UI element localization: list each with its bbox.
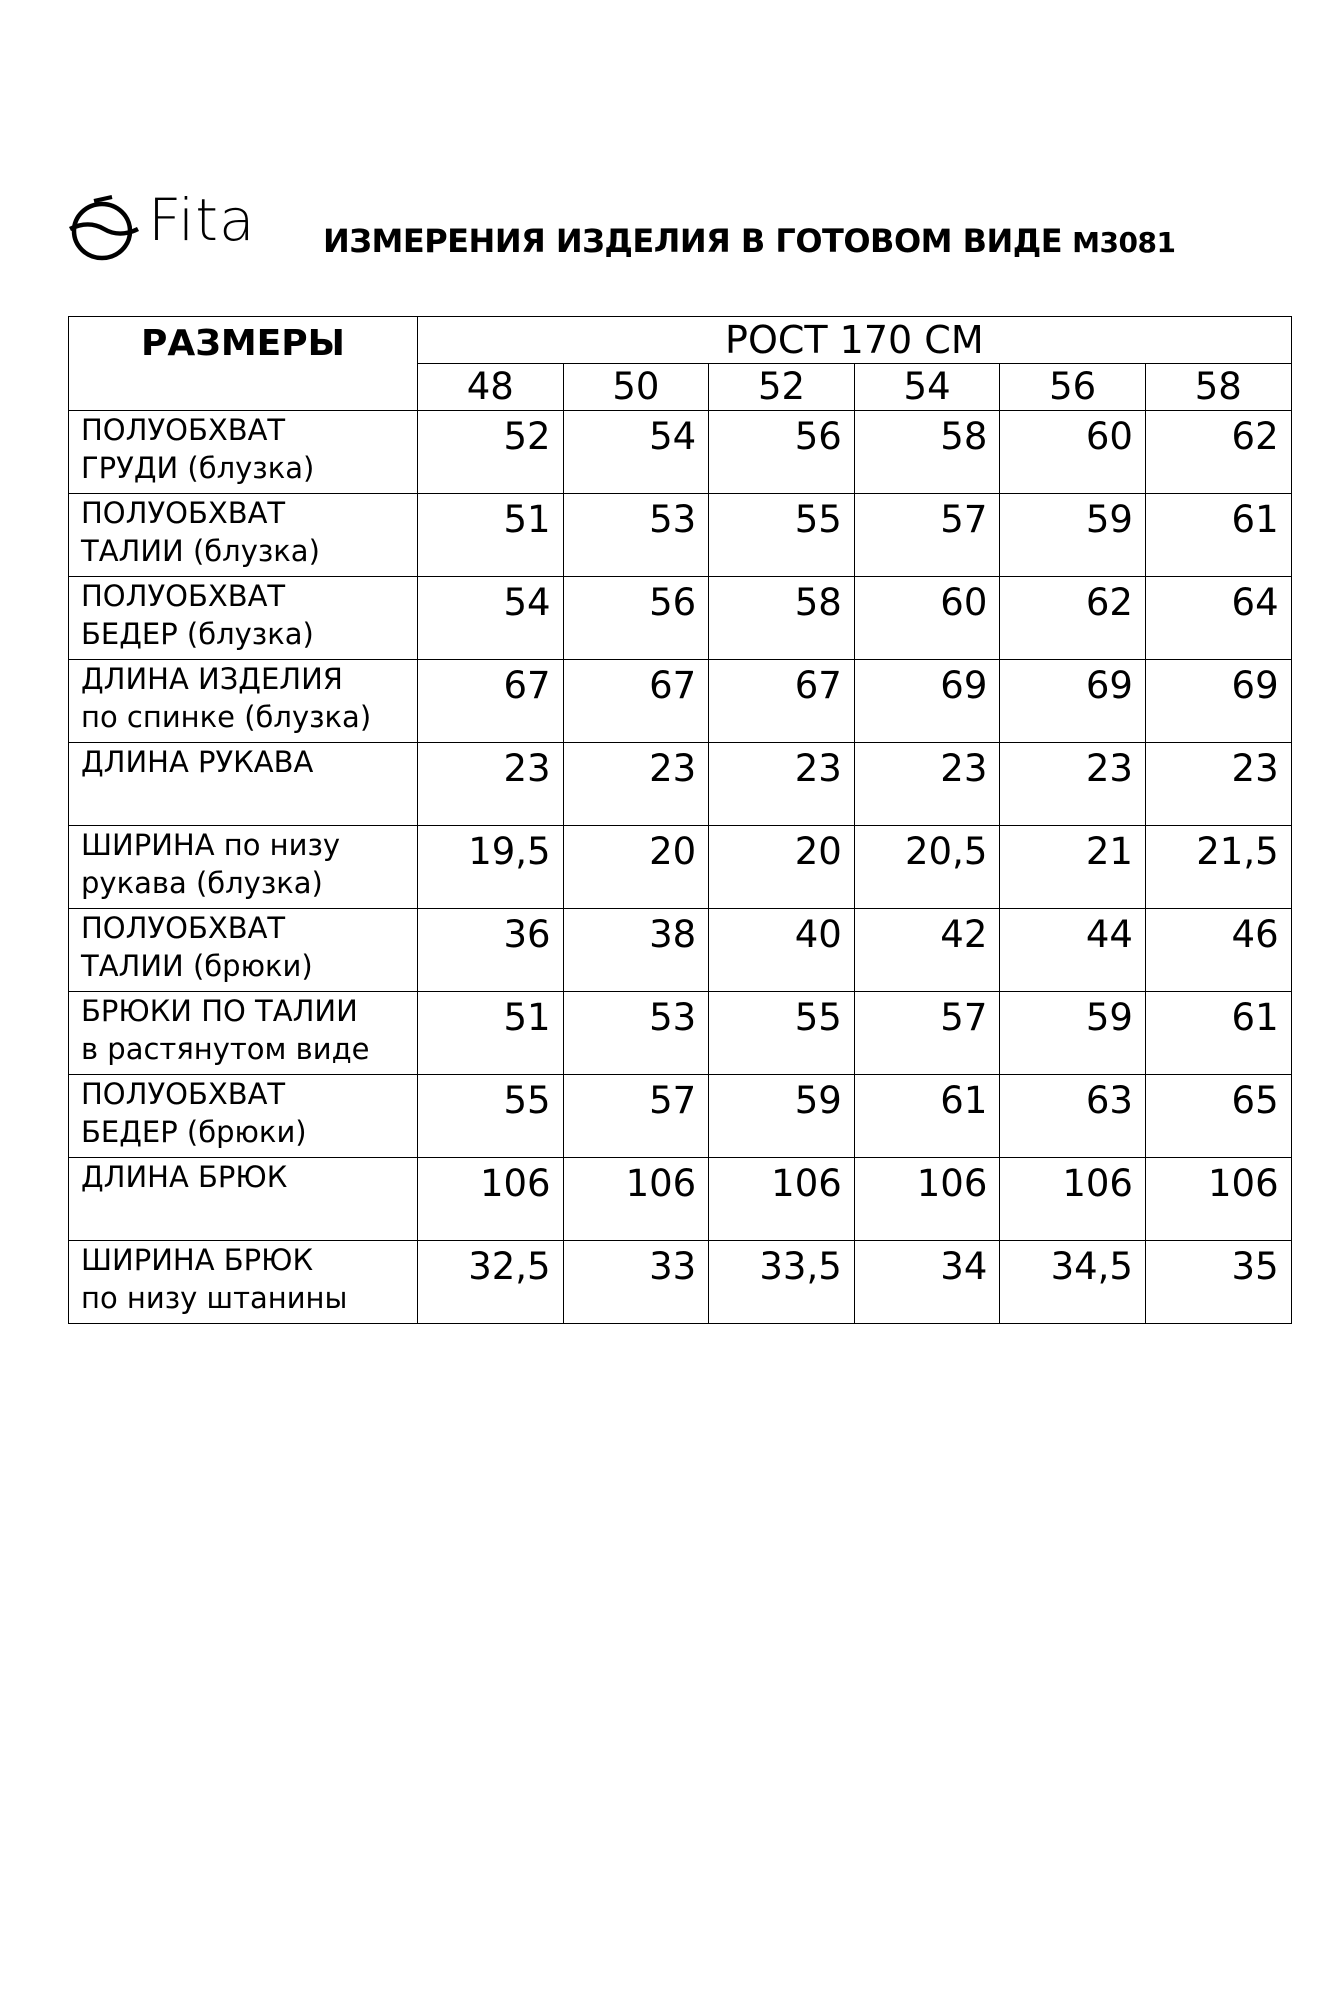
measurement-cell: 21,5 bbox=[1145, 826, 1291, 909]
row-label bbox=[69, 411, 418, 494]
row-label-line: ГРУДИ (блузка) bbox=[81, 451, 315, 485]
row-label-line: ТАЛИИ (брюки) bbox=[81, 949, 313, 983]
row-label bbox=[69, 1158, 418, 1241]
measurement-cell: 62 bbox=[1145, 411, 1291, 494]
row-label-line: БРЮКИ ПО ТАЛИИ bbox=[81, 994, 358, 1028]
measurement-cell: 32,5 bbox=[418, 1241, 564, 1324]
row-label-line: ДЛИНА РУКАВА bbox=[81, 745, 314, 779]
row-label bbox=[69, 1241, 418, 1324]
measurement-cell: 23 bbox=[709, 743, 855, 826]
measurement-cell: 55 bbox=[418, 1075, 564, 1158]
measurement-cell: 69 bbox=[1145, 660, 1291, 743]
row-label-line: ДЛИНА ИЗДЕЛИЯ bbox=[81, 662, 343, 696]
measurement-cell: 106 bbox=[1000, 1158, 1146, 1241]
table-row bbox=[69, 1075, 1292, 1158]
measurement-cell: 106 bbox=[709, 1158, 855, 1241]
measurement-cell: 58 bbox=[854, 411, 1000, 494]
measurement-cell: 20,5 bbox=[854, 826, 1000, 909]
row-label-line: ПОЛУОБХВАТ bbox=[81, 413, 286, 447]
measurement-cell: 19,5 bbox=[418, 826, 564, 909]
row-label bbox=[69, 743, 418, 826]
table-row bbox=[69, 909, 1292, 992]
table-row bbox=[69, 1241, 1292, 1324]
measurement-cell: 60 bbox=[1000, 411, 1146, 494]
measurement-cell: 67 bbox=[563, 660, 709, 743]
size-header-58: 58 bbox=[1145, 364, 1291, 411]
height-header: РОСТ 170 СМ bbox=[418, 317, 1292, 364]
measurement-cell: 106 bbox=[1145, 1158, 1291, 1241]
row-label-line: ШИРИНА по низу bbox=[81, 828, 341, 862]
measurement-cell: 65 bbox=[1145, 1075, 1291, 1158]
row-label-line: ПОЛУОБХВАТ bbox=[81, 579, 286, 613]
measurement-cell: 106 bbox=[418, 1158, 564, 1241]
size-header-56: 56 bbox=[1000, 364, 1146, 411]
measurement-cell: 61 bbox=[1145, 992, 1291, 1075]
fita-logo-icon bbox=[68, 195, 144, 261]
table-row bbox=[69, 1158, 1292, 1241]
measurement-cell: 55 bbox=[709, 992, 855, 1075]
table-row bbox=[69, 992, 1292, 1075]
row-label bbox=[69, 660, 418, 743]
row-label-line: в растянутом виде bbox=[81, 1032, 370, 1066]
measurement-cell: 56 bbox=[709, 411, 855, 494]
measurement-cell: 61 bbox=[1145, 494, 1291, 577]
title-text: ИЗМЕРЕНИЯ ИЗДЕЛИЯ В ГОТОВОМ ВИДЕ bbox=[323, 222, 1063, 260]
table-row bbox=[69, 411, 1292, 494]
measurement-cell: 62 bbox=[1000, 577, 1146, 660]
row-label-line: ПОЛУОБХВАТ bbox=[81, 496, 286, 530]
table-row bbox=[69, 494, 1292, 577]
measurement-cell: 67 bbox=[418, 660, 564, 743]
size-header-54: 54 bbox=[854, 364, 1000, 411]
measurement-cell: 59 bbox=[709, 1075, 855, 1158]
row-label-line: рукава (блузка) bbox=[81, 866, 323, 900]
measurement-cell: 57 bbox=[854, 494, 1000, 577]
size-header-48: 48 bbox=[418, 364, 564, 411]
brand-name: Fita bbox=[148, 186, 256, 254]
measurement-cell: 21 bbox=[1000, 826, 1146, 909]
measurement-cell: 51 bbox=[418, 494, 564, 577]
row-label-line: БЕДЕР (брюки) bbox=[81, 1115, 307, 1149]
document-header bbox=[68, 186, 1288, 275]
measurement-cell: 67 bbox=[709, 660, 855, 743]
measurement-cell: 53 bbox=[563, 992, 709, 1075]
measurement-cell: 59 bbox=[1000, 494, 1146, 577]
table-row bbox=[69, 743, 1292, 826]
measurement-cell: 57 bbox=[854, 992, 1000, 1075]
measurement-cell: 63 bbox=[1000, 1075, 1146, 1158]
size-header-50: 50 bbox=[563, 364, 709, 411]
size-table bbox=[68, 316, 1292, 1324]
table-row bbox=[69, 577, 1292, 660]
table-row bbox=[69, 826, 1292, 909]
measurement-cell: 38 bbox=[563, 909, 709, 992]
measurement-cell: 58 bbox=[709, 577, 855, 660]
measurement-cell: 23 bbox=[1145, 743, 1291, 826]
measurement-cell: 57 bbox=[563, 1075, 709, 1158]
measurement-cell: 23 bbox=[418, 743, 564, 826]
size-header-52: 52 bbox=[709, 364, 855, 411]
measurement-cell: 60 bbox=[854, 577, 1000, 660]
row-label bbox=[69, 494, 418, 577]
measurement-cell: 44 bbox=[1000, 909, 1146, 992]
measurement-cell: 59 bbox=[1000, 992, 1146, 1075]
row-label-line: ШИРИНА БРЮК bbox=[81, 1243, 314, 1277]
row-label bbox=[69, 909, 418, 992]
measurement-cell: 23 bbox=[563, 743, 709, 826]
measurement-cell: 35 bbox=[1145, 1241, 1291, 1324]
table-row bbox=[69, 660, 1292, 743]
measurement-cell: 20 bbox=[709, 826, 855, 909]
measurement-cell: 36 bbox=[418, 909, 564, 992]
sizes-header: РАЗМЕРЫ bbox=[69, 317, 418, 411]
measurement-cell: 55 bbox=[709, 494, 855, 577]
measurement-cell: 42 bbox=[854, 909, 1000, 992]
measurement-cell: 23 bbox=[1000, 743, 1146, 826]
measurement-cell: 64 bbox=[1145, 577, 1291, 660]
row-label-line: ПОЛУОБХВАТ bbox=[81, 911, 286, 945]
measurement-cell: 106 bbox=[563, 1158, 709, 1241]
measurement-cell: 23 bbox=[854, 743, 1000, 826]
measurement-cell: 106 bbox=[854, 1158, 1000, 1241]
row-label bbox=[69, 992, 418, 1075]
measurement-cell: 20 bbox=[563, 826, 709, 909]
measurement-cell: 69 bbox=[1000, 660, 1146, 743]
measurement-cell: 69 bbox=[854, 660, 1000, 743]
row-label bbox=[69, 1075, 418, 1158]
row-label bbox=[69, 826, 418, 909]
row-label-line: по низу штанины bbox=[81, 1281, 348, 1315]
measurement-cell: 34,5 bbox=[1000, 1241, 1146, 1324]
measurement-cell: 40 bbox=[709, 909, 855, 992]
row-label-line: ПОЛУОБХВАТ bbox=[81, 1077, 286, 1111]
document-title bbox=[323, 222, 1176, 260]
brand-logo bbox=[68, 186, 288, 265]
model-code: М3081 bbox=[1072, 226, 1176, 259]
row-label-line: по спинке (блузка) bbox=[81, 700, 372, 734]
measurement-cell: 54 bbox=[418, 577, 564, 660]
measurement-cell: 33 bbox=[563, 1241, 709, 1324]
measurement-cell: 34 bbox=[854, 1241, 1000, 1324]
measurement-cell: 54 bbox=[563, 411, 709, 494]
row-label-line: ДЛИНА БРЮК bbox=[81, 1160, 288, 1194]
measurement-cell: 33,5 bbox=[709, 1241, 855, 1324]
measurement-cell: 52 bbox=[418, 411, 564, 494]
measurement-cell: 51 bbox=[418, 992, 564, 1075]
row-label-line: БЕДЕР (блузка) bbox=[81, 617, 314, 651]
row-label bbox=[69, 577, 418, 660]
measurement-cell: 53 bbox=[563, 494, 709, 577]
measurement-cell: 56 bbox=[563, 577, 709, 660]
table-body bbox=[69, 411, 1292, 1324]
measurement-cell: 46 bbox=[1145, 909, 1291, 992]
measurement-cell: 61 bbox=[854, 1075, 1000, 1158]
row-label-line: ТАЛИИ (блузка) bbox=[81, 534, 320, 568]
